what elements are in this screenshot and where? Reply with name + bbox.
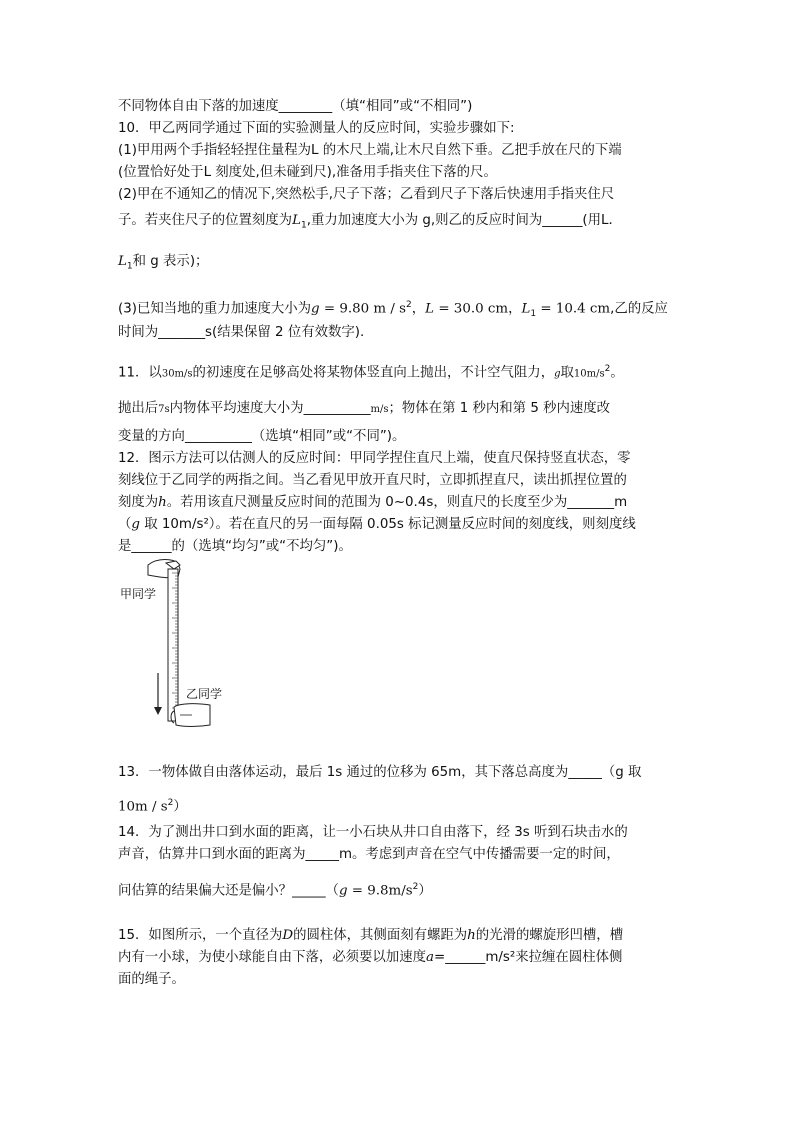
figure-label-bottom: 乙同学 xyxy=(186,687,223,701)
ruler-figure xyxy=(118,555,268,740)
question-9-tail xyxy=(118,96,688,118)
q12-line-4: （g 取 10m/s²）。若在直尺的另一面每隔 0.05s 标记测量反应时间的刻度线，则刻度线 xyxy=(118,517,636,532)
q10-line-6: $L_1$和 g 表示)； xyxy=(118,254,209,272)
q12-line-3: 刻度为h。若用该直尺测量反应时间的范围为 0~0.4s，则直尺的长度至少为_______m xyxy=(118,495,628,510)
q15-line-3: 面的绳子。 xyxy=(118,972,185,987)
q14-line-1: 14．为了测出井口到水面的距离，让一小石块从井口自由落下，经 3s 听到石块击水的 xyxy=(118,825,628,840)
q10-line-5: 子。若夹住尺子的位置刻度为$L_1$,重力加速度大小为 g,则乙的反应时间为______(用L． xyxy=(118,213,622,231)
figure-label-top: 甲同学 xyxy=(120,587,157,601)
q15-line-2: 内有一小球，为使小球能自由下落，必须要以加速度a=______m/s²来拉缠在圆柱体侧 xyxy=(118,950,623,965)
var-L1: L xyxy=(118,254,127,269)
question-11-line-3: 变量的方向__________（选填“相同”或“不同”)。 xyxy=(118,429,406,444)
question-11-line-2: 抛出后7s内物体平均速度大小为__________m/s；物体在第 1 秒内和第 5 秒内速度改 xyxy=(118,401,611,416)
question-13-line-2: $10m / s^2$） xyxy=(118,798,187,815)
q12-line-2: 刻线位于乙同学的两指之间。当乙看见甲放开直尺时，立即抓捏直尺，读出抓捏位置的 xyxy=(118,473,627,488)
q10-line-1: 10．甲乙两同学通过下面的实验测量人的反应时间，实验步骤如下: xyxy=(118,121,515,136)
q15-line-1: 15．如图所示，一个直径为D的圆柱体，其侧面刻有螺距为h的光滑的螺旋形凹槽，槽 xyxy=(118,928,624,943)
question-13-line-1: 13．一物体做自由落体运动，最后 1s 通过的位移为 65m，其下落总高度为_____（g 取 xyxy=(118,765,642,780)
question-14 xyxy=(118,822,688,866)
q10-line-4: (2)甲在不通知乙的情况下,突然松手,尺子下落；乙看到尺子下落后快速用手指夹住尺 xyxy=(118,187,615,202)
q10-line-2: (1)甲用两个手指轻轻捏住量程为L 的木尺上端,让木尺自然下垂。乙把手放在尺的下端 xyxy=(118,143,622,158)
q9-line: 不同物体自由下落的加速度________（填“相同”或“不相同”) xyxy=(118,99,473,114)
ruler-illustration xyxy=(118,555,268,740)
question-15 xyxy=(118,925,688,991)
bottom-hand-icon xyxy=(171,704,210,727)
q10-line-7: (3)已知当地的重力加速度大小为g = 9.80 m / $s^2$，L = 30.0 cm，$L_1 = 10.4$ cm,乙的反应 xyxy=(118,300,668,320)
down-arrow-icon xyxy=(154,673,162,715)
q12-line-1: 12．图示方法可以估测人的反应时间：甲同学捏住直尺上端，使直尺保持竖直状态，零 xyxy=(118,451,631,466)
question-12 xyxy=(118,448,688,558)
question-10 xyxy=(118,118,688,206)
q10-line-8: 时间为_______s(结果保留 2 位有效数字). xyxy=(118,325,365,340)
q14-line-2: 声音，估算井口到水面的距离为_____m。考虑到声音在空气中传播需要一定的时间， xyxy=(118,847,620,862)
question-11-line-1: 11．以30m/s的初速度在足够高处将某物体竖直向上抛出，不计空气阻力，g取$10m/s^2$。 xyxy=(118,364,624,381)
q10-line-3: (位置恰好处于L 刻度处,但未碰到尺),准备用手指夹住下落的尺。 xyxy=(118,165,497,180)
var-L1: L xyxy=(292,213,301,228)
q12-line-5: 是______的（选填“均匀”或“不均匀”)。 xyxy=(118,539,352,554)
q14-line-3: 问估算的结果偏大还是偏小？_____（g = $9.8m/s^2$） xyxy=(118,882,432,899)
